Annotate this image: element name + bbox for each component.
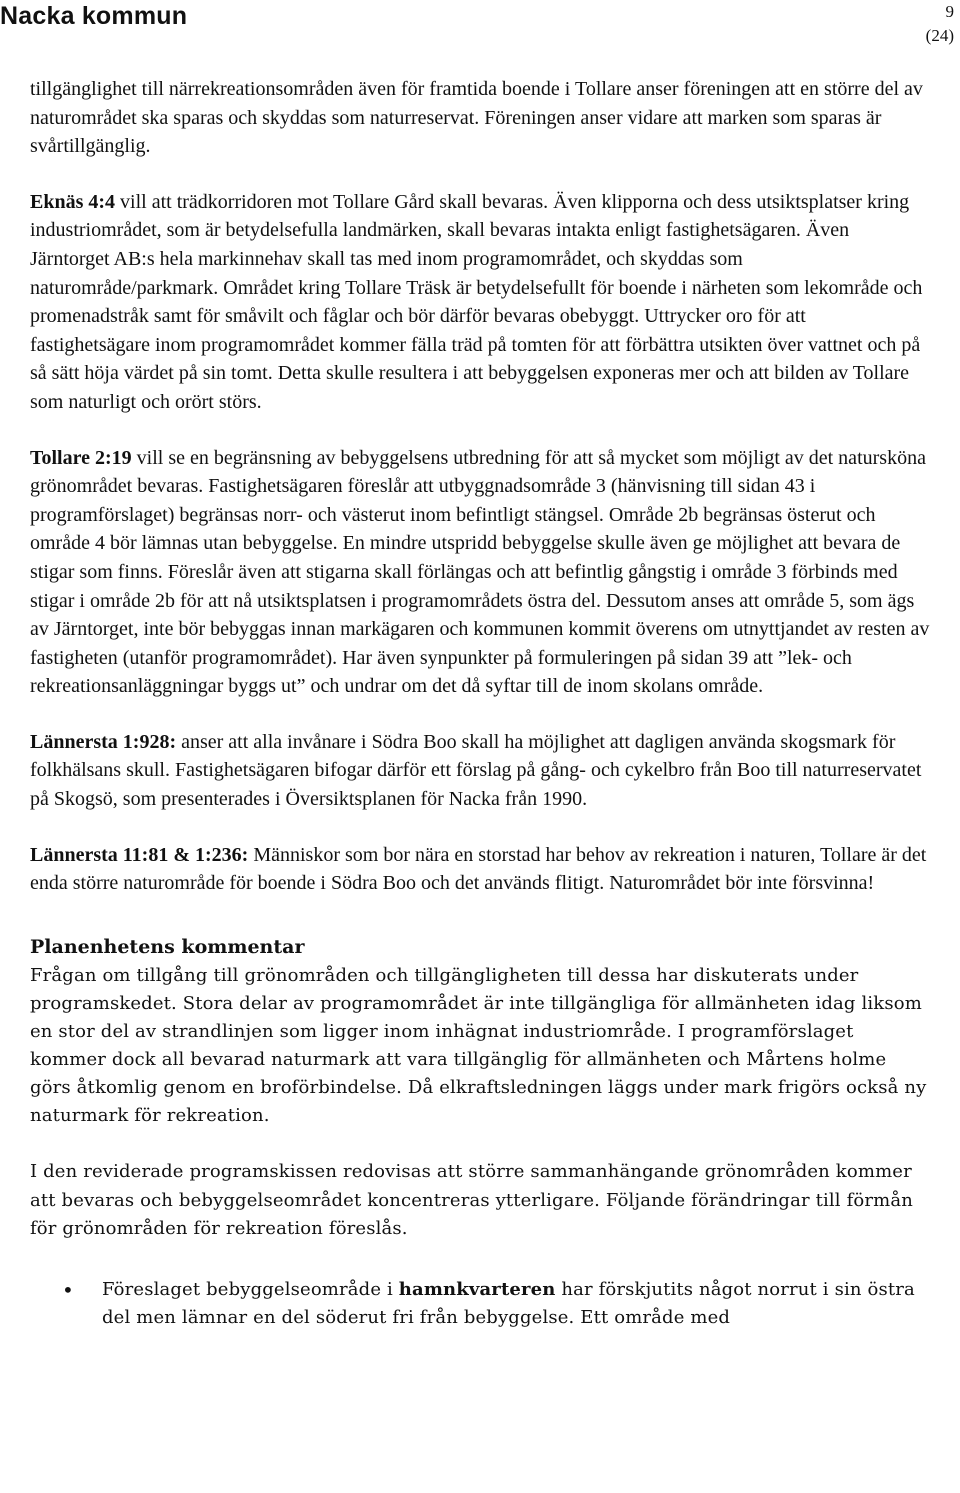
- property-tollare: Tollare 2:19: [30, 446, 132, 469]
- property-lannersta-1181: Lännersta 11:81 & 1:236:: [30, 843, 249, 866]
- bullet-list: [30, 1276, 930, 1332]
- paragraph-lannersta-1181: [30, 841, 930, 898]
- paragraph-eknas-text: vill att trädkorridoren mot Tollare Gård skall bevaras. Även klipporna och dess utsiktsplatser kring industriområdet, som är betydelsefulla landmärken, skall bevaras intakta enligt fastighetsägaren. Även Järntorget AB:s hela markinnehav skall tas med inom programområdet, och skyddas som naturområde/parkmark. Området kring Tollare Träsk är betydelsefullt för boende i närheten som lekområde och promenadstråk samt för småvilt och fåglar och bör därför bevaras obebyggt. Uttrycker oro för att fastighetsägare inom programområdet kommer fälla träd på tomten för att förbättra utsikten över vattnet och på så sätt höja värdet på sin tomt. Detta skulle resultera i att bebyggelsen exponeras mer och att bilden av Tollare som naturligt och orört störs.: [30, 190, 923, 413]
- section-heading: Planenhetens kommentar: [30, 935, 305, 958]
- paragraph-lannersta-928: [30, 728, 930, 814]
- paragraph-tollare-text: vill se en begränsning av bebyggelsens utbredning för att så mycket som möjligt av det natursköna grönområdet bevaras. Fastighetsägaren föreslår att utbyggnadsområde 3 (hänvisning till sidan 43 i programförslaget) begränsas norr- och västerut inom befintligt stängsel. Område 2b begränsas österut och område 4 bör lämnas utan bebyggelse. En mindre utspridd bebyggelse skulle även ge möjlighet att bevara de stigar som finns. Föreslår även att stigarna skall förlängas och att befintlig gångstig i område 3 förbinds med stigar i område 2b för att nå utsiktsplatsen i programområdets östra del. Dessutom anses att område 5, som ägs av Järntorget, inte bör bebyggas innan markägaren och kommunen kommit överens om utnyttjandet av resten av fastigheten (utanför programområdet). Har även synpunkter på formuleringen på sidan 39 att ”lek- och rekreationsanläggningar byggs ut” och undrar om det då syftar till de inom skolans område.: [30, 446, 930, 698]
- bullet-text-start: Föreslaget bebyggelseområde i: [102, 1278, 399, 1300]
- comment-paragraph-2: I den reviderade programskissen redovisas att större sammanhängande grönområden kommer att bevaras och bebyggelseområdet koncentreras ytterligare. Följande förändringar till förmån för grönområden för rekreation föreslås.: [30, 1161, 913, 1239]
- paragraph-tollare: [30, 444, 930, 701]
- property-eknas: Eknäs 4:4: [30, 190, 116, 213]
- paragraph-eknas: [30, 188, 930, 417]
- document-body: [30, 75, 930, 1332]
- property-lannersta-928: Lännersta 1:928:: [30, 730, 177, 753]
- page-total: (24): [925, 26, 954, 45]
- page-current: 9: [945, 2, 954, 21]
- bullet-bold-term: hamnkvarteren: [398, 1278, 556, 1300]
- bullet-text-end: har förskjutits något norrut i sin östra del men lämnar en del söderut fri från bebyggelse. Ett område med: [102, 1278, 915, 1328]
- paragraph-lannersta-1181-text: Människor som bor nära en storstad har behov av rekreation i naturen, Tollare är det enda större naturområde för boende i Södra Boo och det används flitigt. Naturområdet bör inte försvinna!: [30, 843, 927, 895]
- paragraph-lannersta-928-text: anser att alla invånare i Södra Boo skall ha möjlighet att dagligen använda skogsmark för folkhälsans skull. Fastighetsägaren bifogar därför ett förslag på gång- och cykelbro från Boo till naturreservatet på Skogsö, som presenterades i Översiktsplanen för Nacka från 1990.: [30, 730, 922, 811]
- page-number: [926, 0, 954, 48]
- paragraph-intro: tillgänglighet till närrekreationsområden även för framtida boende i Tollare anser föreningen att en större del av naturområdet ska sparas och skyddas som naturreservat. Föreningen anser vidare att marken som sparas är svårtillgänglig.: [30, 78, 923, 158]
- list-item: [102, 1276, 930, 1332]
- header-organization: Nacka kommun: [0, 2, 188, 30]
- comment-paragraph-1: Frågan om tillgång till grönområden och tillgängligheten till dessa har diskuterats under programskedet. Stora delar av programområdet är inte tillgängliga för allmänheten idag liksom en stor del av strandlinjen som ligger inom inhägnat industriområde. I programförslaget kommer dock all bevarad naturmark att vara tillgänglig för allmänheten och Mårtens holme görs åtkomlig genom en broförbindelse. Då elkraftsledningen läggs under mark frigörs också ny naturmark för rekreation.: [30, 964, 927, 1127]
